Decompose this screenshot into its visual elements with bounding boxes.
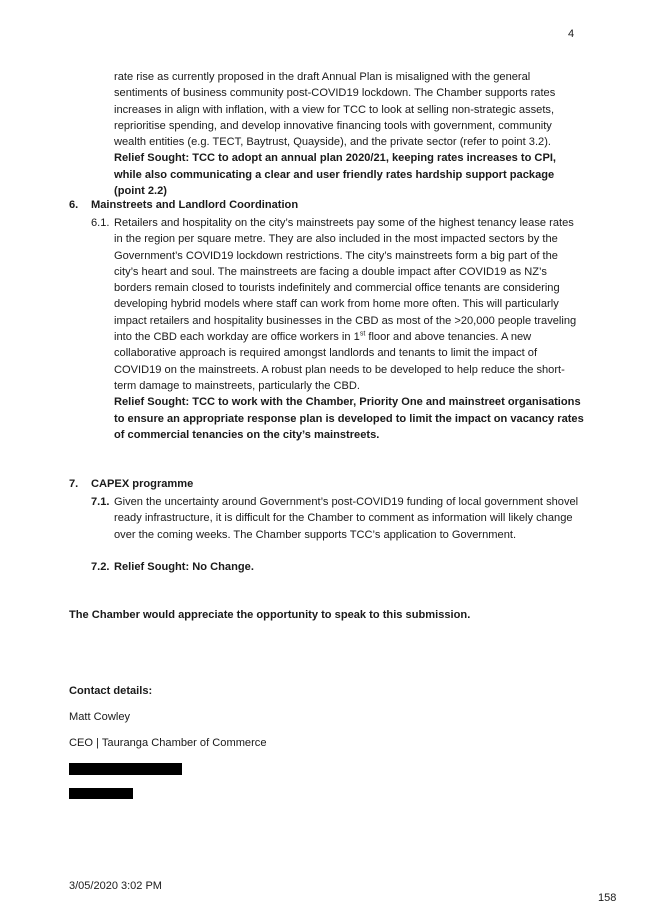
redaction-bar [69, 763, 182, 775]
section-7-2-text: Relief Sought: No Change. [114, 561, 254, 573]
continuation-text: rate rise as currently proposed in the draft Annual Plan is misaligned with the general sentiments of business community post-COVID19 lockdown. The Chamber supports rates increases in align with inflation, with a view for TCC to look at selling non-strategic assets, reprioritise spending, and develop innovative financing tools with government, community wealth entities (e.g. TECT, Baytrust, Quayside), and the private sector (refer to point 3.2). [114, 71, 556, 149]
section-6-1-number: 6.1. [91, 217, 110, 229]
section-7-2-item [91, 559, 584, 575]
contact-name: Matt Cowley [69, 711, 131, 723]
closing-statement: The Chamber would appreciate the opportunity to speak to this submission. [69, 609, 471, 621]
section-6-number: 6. [69, 199, 79, 211]
section-6-1-text-a: Retailers and hospitality on the city’s mainstreets pay some of the highest tenancy lease rates in the region per square metre. They are also included in the most impacted sectors by the Government’s COVID19 lockdown restrictions. The city’s mainstreets form a big part of the city’s heart and soul. The mainstreets are facing a double impact after COVID19 as NZ’s borders remain closed to tourists indefinitely and commercial office tenants are considering developing hybrid models where staff can work from home more often. This will particularly impact retailers and hospitality businesses in the CBD as most of the >20,000 people traveling into the CBD each workday are office workers in 1 [114, 217, 577, 344]
superscript-st: st [359, 330, 366, 338]
section-7-heading [69, 478, 193, 490]
continuation-paragraph [114, 69, 584, 199]
contact-heading: Contact details: [69, 685, 153, 697]
page-number-bottom: 158 [598, 892, 617, 904]
section-6-1-item [91, 215, 584, 443]
page-number-top: 4 [568, 28, 575, 40]
section-7-1-number: 7.1. [91, 496, 110, 508]
section-6-1-text-b: floor and above tenancies. A new collaborative approach is required amongst landlords and tenants to limit the impact of COVID19 on the mainstreets. A robust plan needs to be developed to help reduce the short-term damage to mainstreets, particularly the CBD. [114, 331, 565, 392]
section-7-1-item [91, 494, 584, 543]
section-6-title: Mainstreets and Landlord Coordination [91, 199, 299, 211]
section-7-2-number: 7.2. [91, 561, 110, 573]
section-7-number: 7. [69, 478, 79, 490]
section-6-heading [69, 199, 298, 211]
relief-sought-mainstreets: Relief Sought: TCC to work with the Chamber, Priority One and mainstreet organisations to ensure an appropriate response plan is developed to limit the impact on vacancy rates of commercial tenancies on the city’s mainstreets. [114, 396, 584, 441]
section-7-title: CAPEX programme [91, 478, 194, 490]
section-7-1-text: Given the uncertainty around Government’s post-COVID19 funding of local government shovel ready infrastructure, it is difficult for the Chamber to comment as information will likely change over the coming weeks. The Chamber supports TCC’s application to Government. [114, 496, 579, 541]
contact-role: CEO | Tauranga Chamber of Commerce [69, 737, 267, 749]
redaction-bar [69, 788, 133, 799]
relief-sought-rates: Relief Sought: TCC to adopt an annual plan 2020/21, keeping rates increases to CPI, while also communicating a clear and user friendly rates hardship support package (point 2.2) [114, 152, 557, 198]
footer-timestamp: 3/05/2020 3:02 PM [69, 880, 162, 892]
